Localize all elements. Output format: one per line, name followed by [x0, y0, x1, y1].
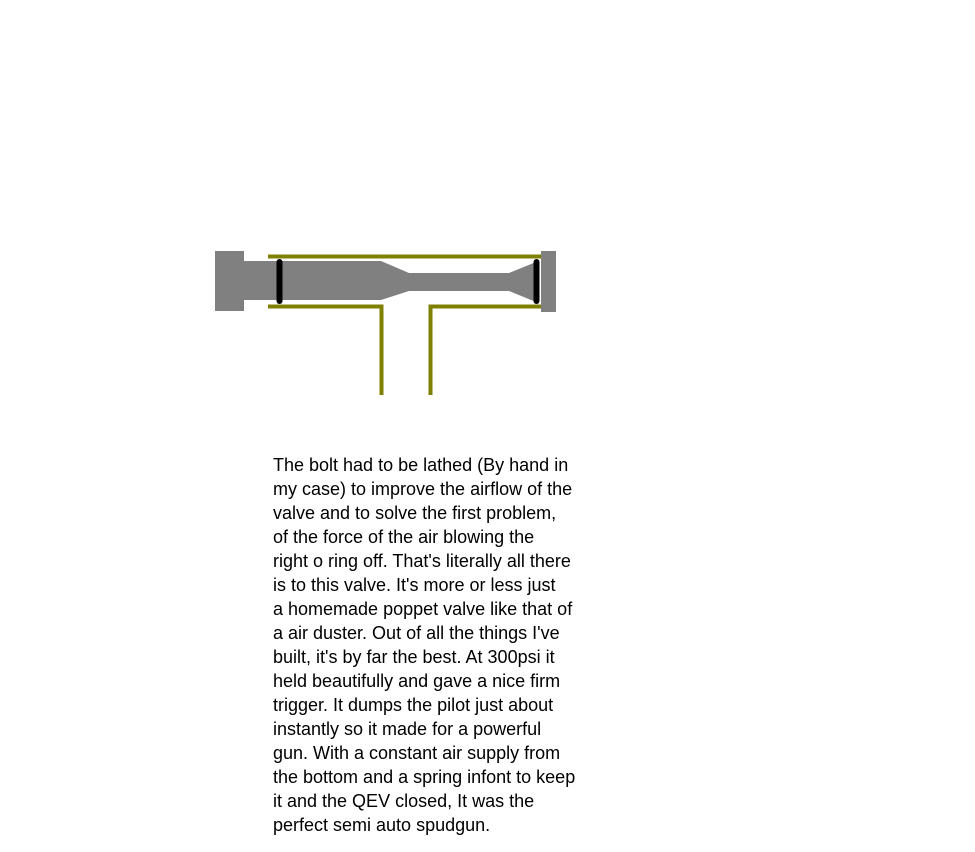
- bolt-body: [244, 261, 536, 302]
- description-line: a homemade poppet valve like that of: [273, 599, 573, 619]
- description-line: gun. With a constant air supply from: [273, 743, 561, 763]
- bolt-right-cap: [541, 251, 556, 312]
- description-line: held beautifully and gave a nice firm: [273, 671, 561, 691]
- description-line: valve and to solve the first problem,: [273, 503, 557, 523]
- description-line: built, it's by far the best. At 300psi it: [273, 647, 555, 667]
- description-line: perfect semi auto spudgun.: [273, 815, 491, 835]
- description-line: is to this valve. It's more or less just: [273, 575, 556, 595]
- description-line: the bottom and a spring infont to keep: [273, 767, 576, 787]
- description-line: right o ring off. That's literally all there: [273, 551, 571, 571]
- description-line: it and the QEV closed, It was the: [273, 791, 535, 811]
- description-text: [273, 453, 633, 837]
- description-line: a air duster. Out of all the things I've: [273, 623, 560, 643]
- description-line: my case) to improve the airflow of the: [273, 479, 573, 499]
- description-line: instantly so it made for a powerful: [273, 719, 542, 739]
- description-line: trigger. It dumps the pilot just about: [273, 695, 554, 715]
- description-line: of the force of the air blowing the: [273, 527, 535, 547]
- tube-bottom-right-wall: [431, 307, 542, 396]
- bolt-left-cap: [215, 251, 244, 311]
- tube-bottom-left-wall: [268, 307, 382, 396]
- description-line: The bolt had to be lathed (By hand in: [273, 455, 569, 475]
